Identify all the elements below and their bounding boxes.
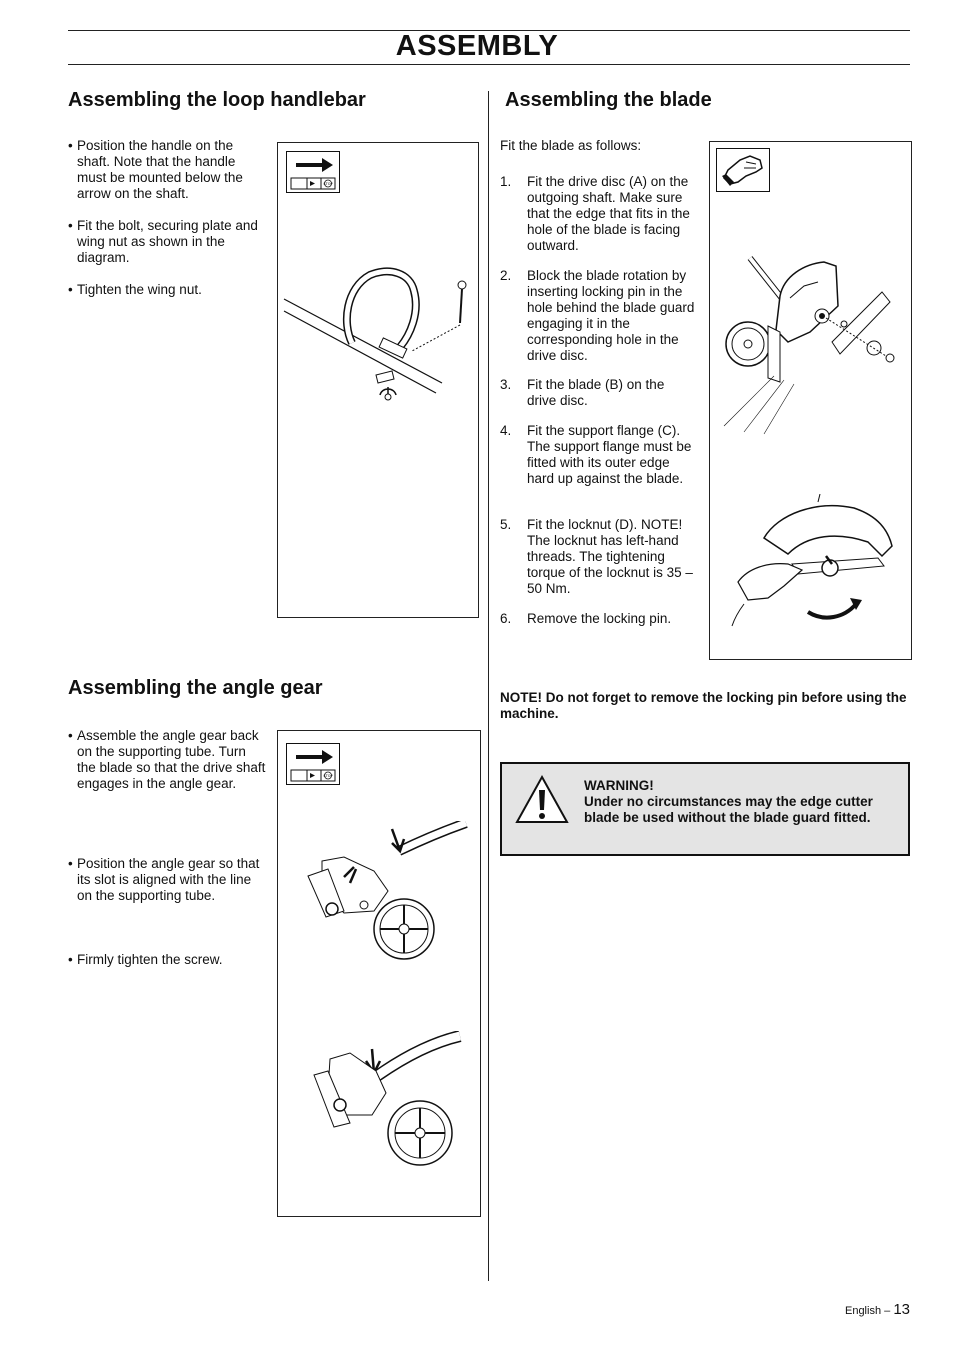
blade-heading: Assembling the blade (505, 89, 712, 111)
list-item: • Assemble the angle gear back on the supporting tube. Turn the blade so that the drive shaft engages in the angle gear. (68, 728, 267, 792)
page-number: 13 (893, 1301, 910, 1318)
page-title: ASSEMBLY (395, 30, 559, 62)
loop-handlebar-heading: Assembling the loop handlebar (68, 89, 366, 111)
blade-exploded-illustration (714, 246, 908, 436)
direction-stop-icon (286, 743, 340, 785)
list-item: • Firmly tighten the screw. (68, 952, 267, 968)
list-item: • Position the angle gear so that its slot is aligned with the line on the supporting tube. (68, 856, 267, 904)
direction-stop-icon (286, 151, 340, 193)
angle-gear-figure (277, 730, 481, 1217)
loop-handlebar-figure (277, 142, 479, 618)
locking-pin-note: NOTE! Do not forget to remove the locking pin before using the machine. (500, 690, 907, 721)
blade-intro: Fit the blade as follows: (500, 138, 642, 153)
warning-triangle-icon (514, 774, 570, 826)
list-item: • Tighten the wing nut. (68, 282, 267, 298)
footer-language: English – (844, 1305, 891, 1317)
page-footer (845, 1301, 910, 1318)
column-divider (488, 91, 489, 1281)
blade-locknut-illustration (728, 494, 908, 634)
angle-gear-illustration-2 (310, 1031, 475, 1171)
svg-text:STOP: STOP (323, 774, 333, 778)
title-underline (68, 64, 910, 65)
warning-text: Under no circumstances may the edge cutter blade be used without the blade guard fitted. (584, 794, 873, 825)
angle-gear-heading: Assembling the angle gear (68, 677, 323, 699)
blade-figure (709, 141, 912, 660)
list-item: • Fit the bolt, securing plate and wing nut as shown in the diagram. (68, 218, 267, 266)
warning-title: WARNING! (584, 778, 654, 793)
loop-handle-illustration (282, 263, 476, 413)
svg-text:STOP: STOP (323, 182, 333, 186)
list-item: • Position the handle on the shaft. Note that the handle must be mounted below the arrow on the shaft. (68, 138, 267, 202)
glove-icon (716, 148, 770, 192)
angle-gear-illustration-1 (304, 821, 474, 966)
warning-box (500, 762, 910, 856)
